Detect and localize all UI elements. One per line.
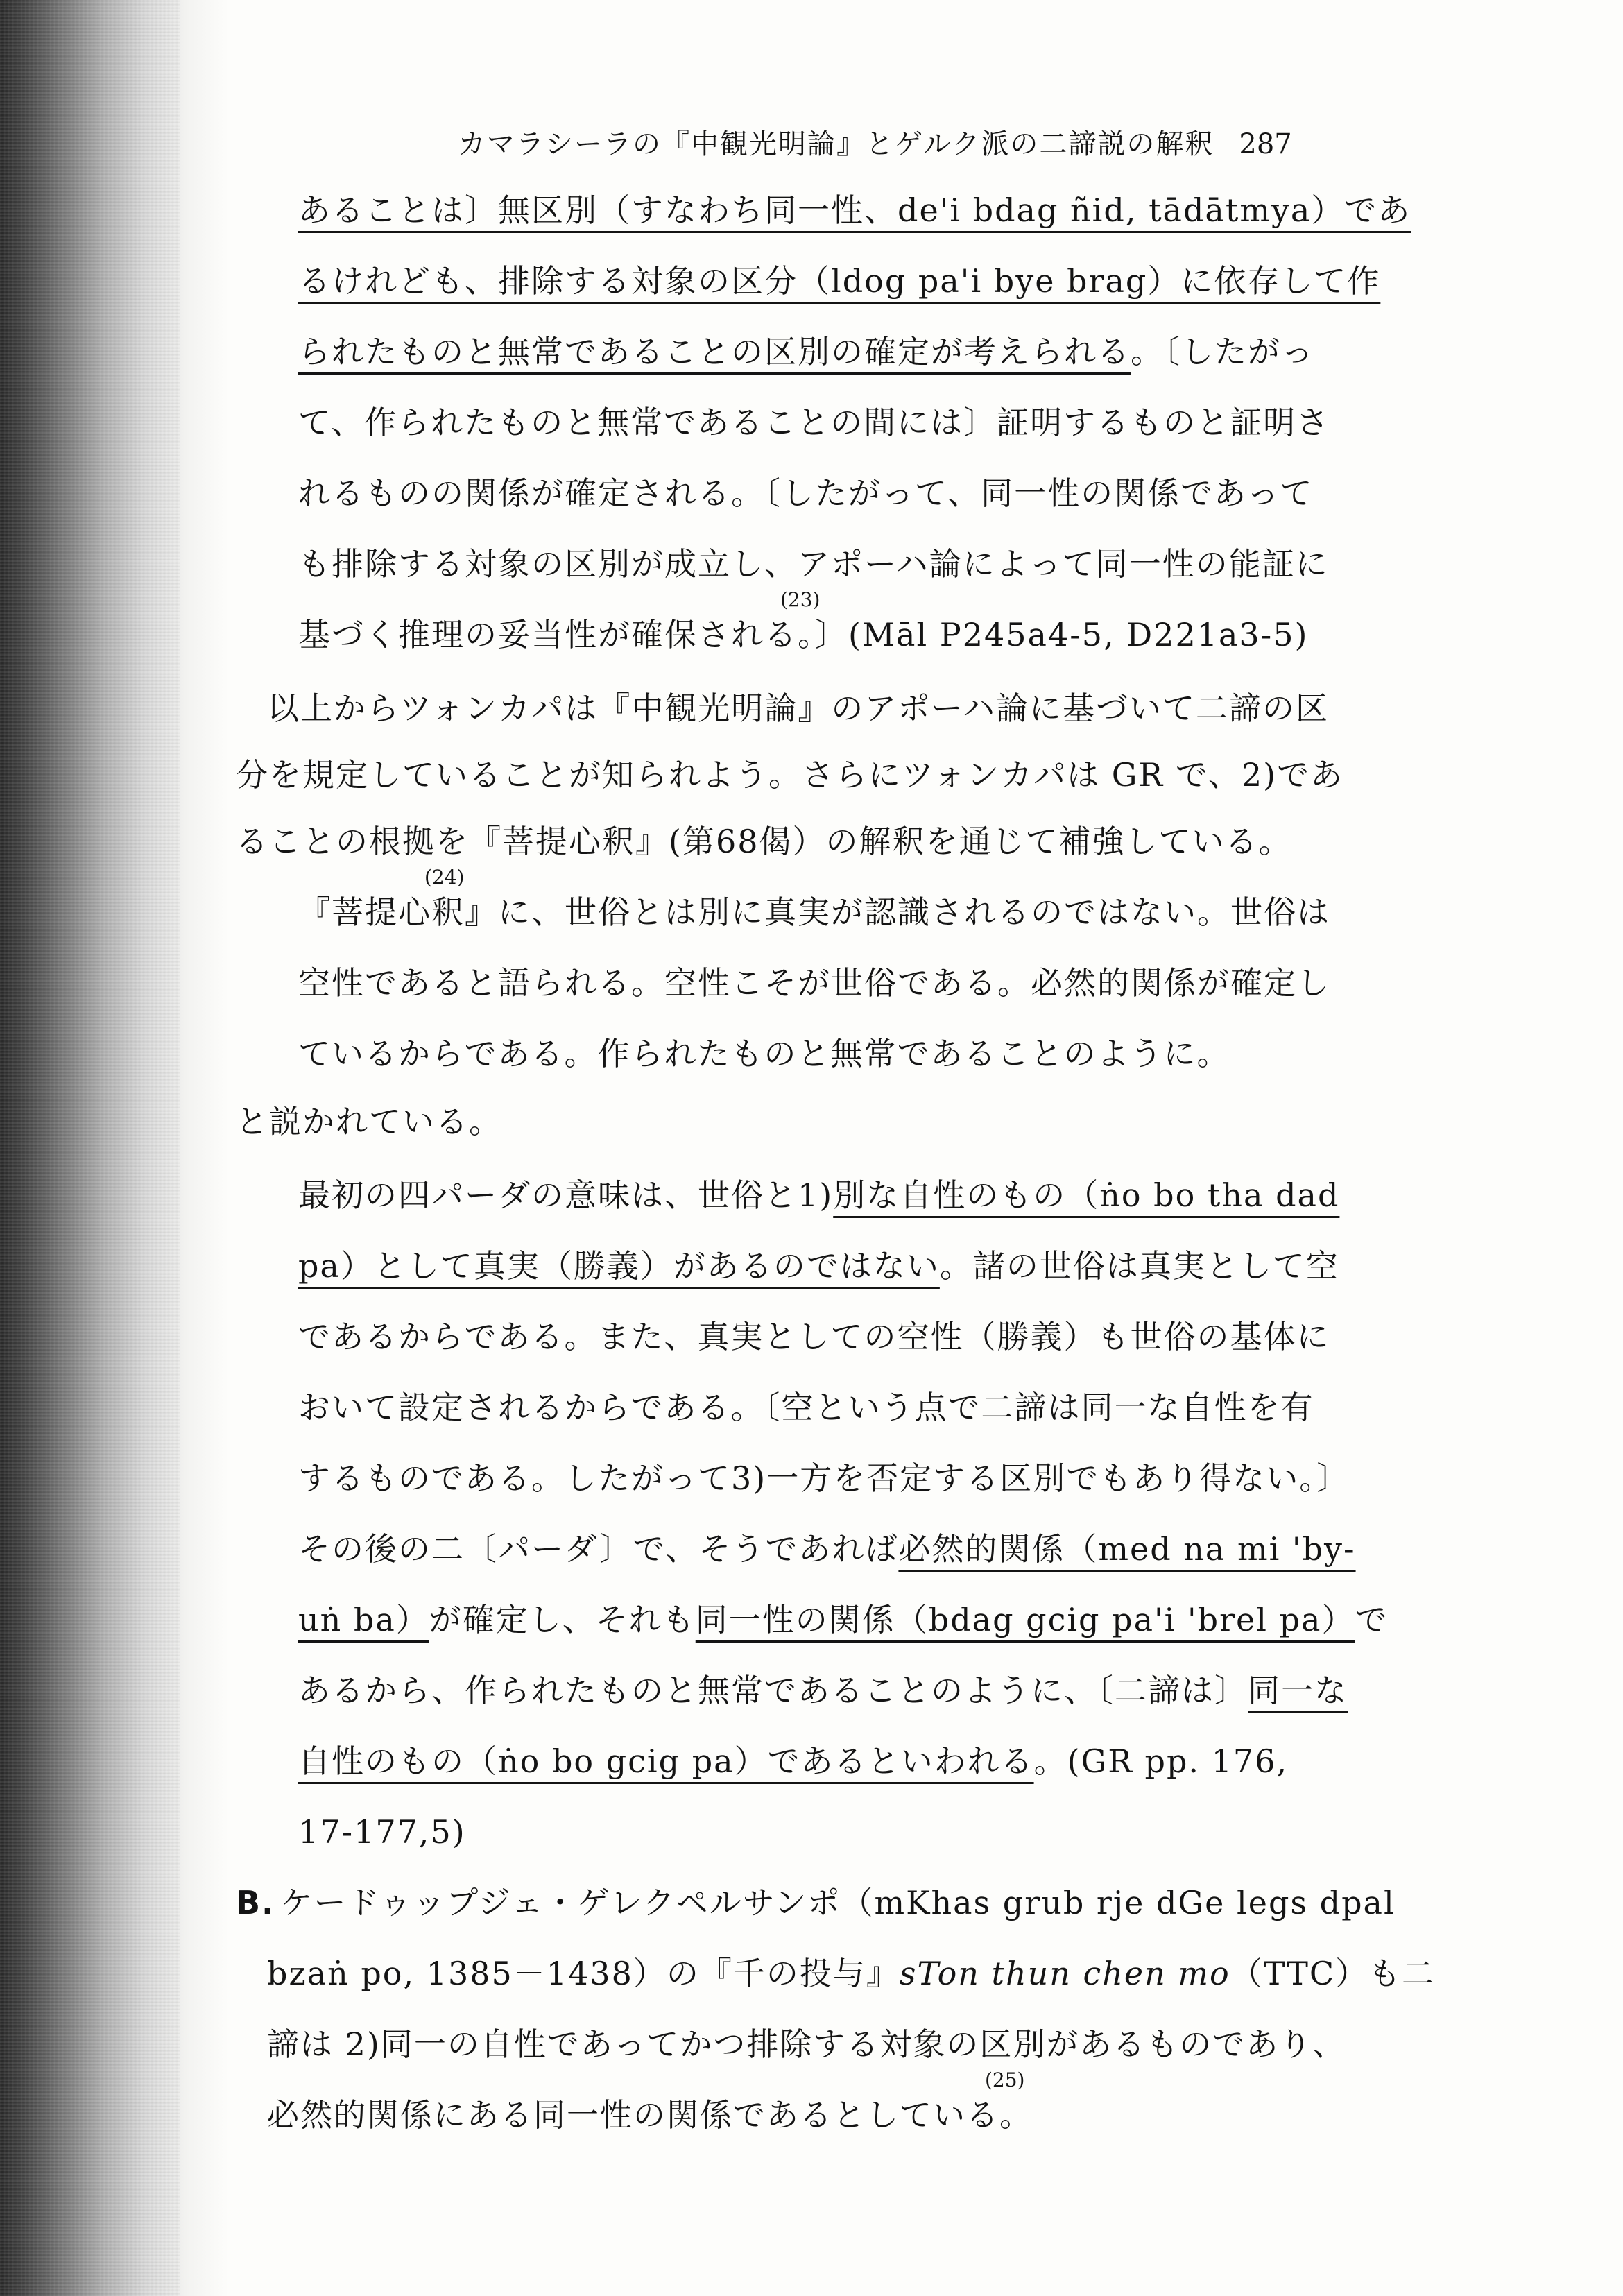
section-marker: B. <box>236 1884 275 1921</box>
scan-gutter-noise <box>0 0 180 2296</box>
text: 最初の四パーダの意味は、世俗と1) <box>298 1176 834 1214</box>
quote1-line-2 <box>298 262 1381 300</box>
quote3-line-5: するものである。したがって3)一方を否定する区別でもあり得ない。〕 <box>298 1459 1350 1497</box>
quote2-line-2: 空性であると語られる。空性こそが世俗である。必然的関係が確定し <box>298 964 1330 1002</box>
underlined-text: 必然的関係（med na mi 'by- <box>898 1530 1356 1568</box>
quote3-line-9 <box>298 1742 1289 1780</box>
quote2-line-1: 『菩提心釈』に、世俗とは別に真実が認識されるのではない。世俗は <box>298 893 1330 931</box>
page-number: 287 <box>1239 128 1292 160</box>
underlined-text: 同一な <box>1248 1672 1348 1709</box>
footnote-ref-25: (25) <box>985 2068 1025 2091</box>
quote3-line-3: であるからである。また、真実としての空性（勝義）も世俗の基体に <box>298 1318 1330 1355</box>
text: 。諸の世俗は真実として空 <box>939 1247 1339 1285</box>
underlined-text: られたものと無常であることの区別の確定が考えられる <box>298 333 1131 370</box>
para1-line-3: ることの根拠を『菩提心釈』(第68偈）の解釈を通じて補強している。 <box>236 823 1292 860</box>
quote3-line-1 <box>298 1176 1340 1214</box>
text: ケードゥップジェ・ゲレクペルサンポ（mKhas grub rje dGe legs dpal <box>280 1884 1396 1921</box>
italic-title: sTon thun chen mo <box>899 1955 1230 1992</box>
footnote-ref-24: (24) <box>424 866 465 889</box>
text: で <box>1355 1601 1389 1638</box>
text: が確定し、それも <box>429 1601 696 1638</box>
quote3-line-4: おいて設定されるからである。〔空という点で二諦は同一な自性を有 <box>298 1389 1314 1426</box>
underlined-text: 自性のもの（ṅo bo gcig pa）であるといわれる <box>298 1742 1034 1780</box>
sectionB-line-1 <box>236 1884 1396 1921</box>
underlined-text: るけれども、排除する対象の区分（ldog pa'i bye brag）に依存して作 <box>298 262 1381 300</box>
quote3-line-2 <box>298 1247 1339 1285</box>
text: 。(GR pp. 176, <box>1033 1742 1289 1780</box>
running-head-title: カマラシーラの『中観光明論』とゲルク派の二諦説の解釈 <box>458 128 1214 160</box>
text: （TTC）も二 <box>1230 1955 1436 1992</box>
quote1-line-5: れるものの関係が確定される。〔したがって、同一性の関係であって <box>298 474 1314 512</box>
quote2-line-3: ているからである。作られたものと無常であることのように。 <box>298 1035 1230 1072</box>
underlined-text: あることは〕無区別（すなわち同一性、de'i bdag ñid, tādātmya）であ <box>298 191 1411 229</box>
underlined-text: pa）として真実（勝義）があるのではない <box>298 1247 940 1285</box>
quote1-line-7: 基づく推理の妥当性が確保される。〕(Māl P245a4-5, D221a3-5) <box>298 616 1309 653</box>
quote3-line-6 <box>298 1530 1356 1568</box>
underlined-text: 同一性の関係（bdag gcig pa'i 'brel pa） <box>695 1601 1355 1638</box>
text: 。〔したがっ <box>1131 333 1314 370</box>
sectionB-line-4: 必然的関係にある同一性の関係であるとしている。 <box>267 2096 1033 2134</box>
para2-line-1: と説かれている。 <box>236 1103 502 1140</box>
sectionB-line-3: 諦は 2)同一の自性であってかつ排除する対象の区別があるものであり、 <box>267 2025 1346 2063</box>
quote1-line-6: も排除する対象の区別が成立し、アポーハ論によって同一性の能証に <box>298 545 1329 583</box>
quote3-line-8 <box>298 1672 1348 1709</box>
text: その後の二〔パーダ〕で、そうであれば <box>298 1530 899 1568</box>
quote3-line-7 <box>298 1601 1389 1638</box>
para1-line-2: 分を規定していることが知られよう。さらにツォンカパは GR で、2)であ <box>236 756 1344 794</box>
para1-line-1: 以上からツォンカパは『中観光明論』のアポーハ論に基づいて二諦の区 <box>267 689 1329 727</box>
footnote-ref-23: (23) <box>780 588 821 611</box>
quote1-line-4: て、作られたものと無常であることの間には〕証明するものと証明さ <box>298 404 1330 441</box>
quote1-line-3 <box>298 333 1314 370</box>
text: あるから、作られたものと無常であることのように、〔二諦は〕 <box>298 1672 1248 1709</box>
sectionB-line-2 <box>267 1955 1436 1992</box>
text: bzaṅ po, 1385－1438）の『千の投与』 <box>267 1955 900 1992</box>
underlined-text: 別な自性のもの（ṅo bo tha dad <box>833 1176 1340 1214</box>
running-head <box>458 122 1373 162</box>
quote3-line-10: 17-177,5) <box>298 1813 466 1851</box>
underlined-text: uṅ ba） <box>298 1601 429 1638</box>
quote1-line-1 <box>298 191 1411 229</box>
